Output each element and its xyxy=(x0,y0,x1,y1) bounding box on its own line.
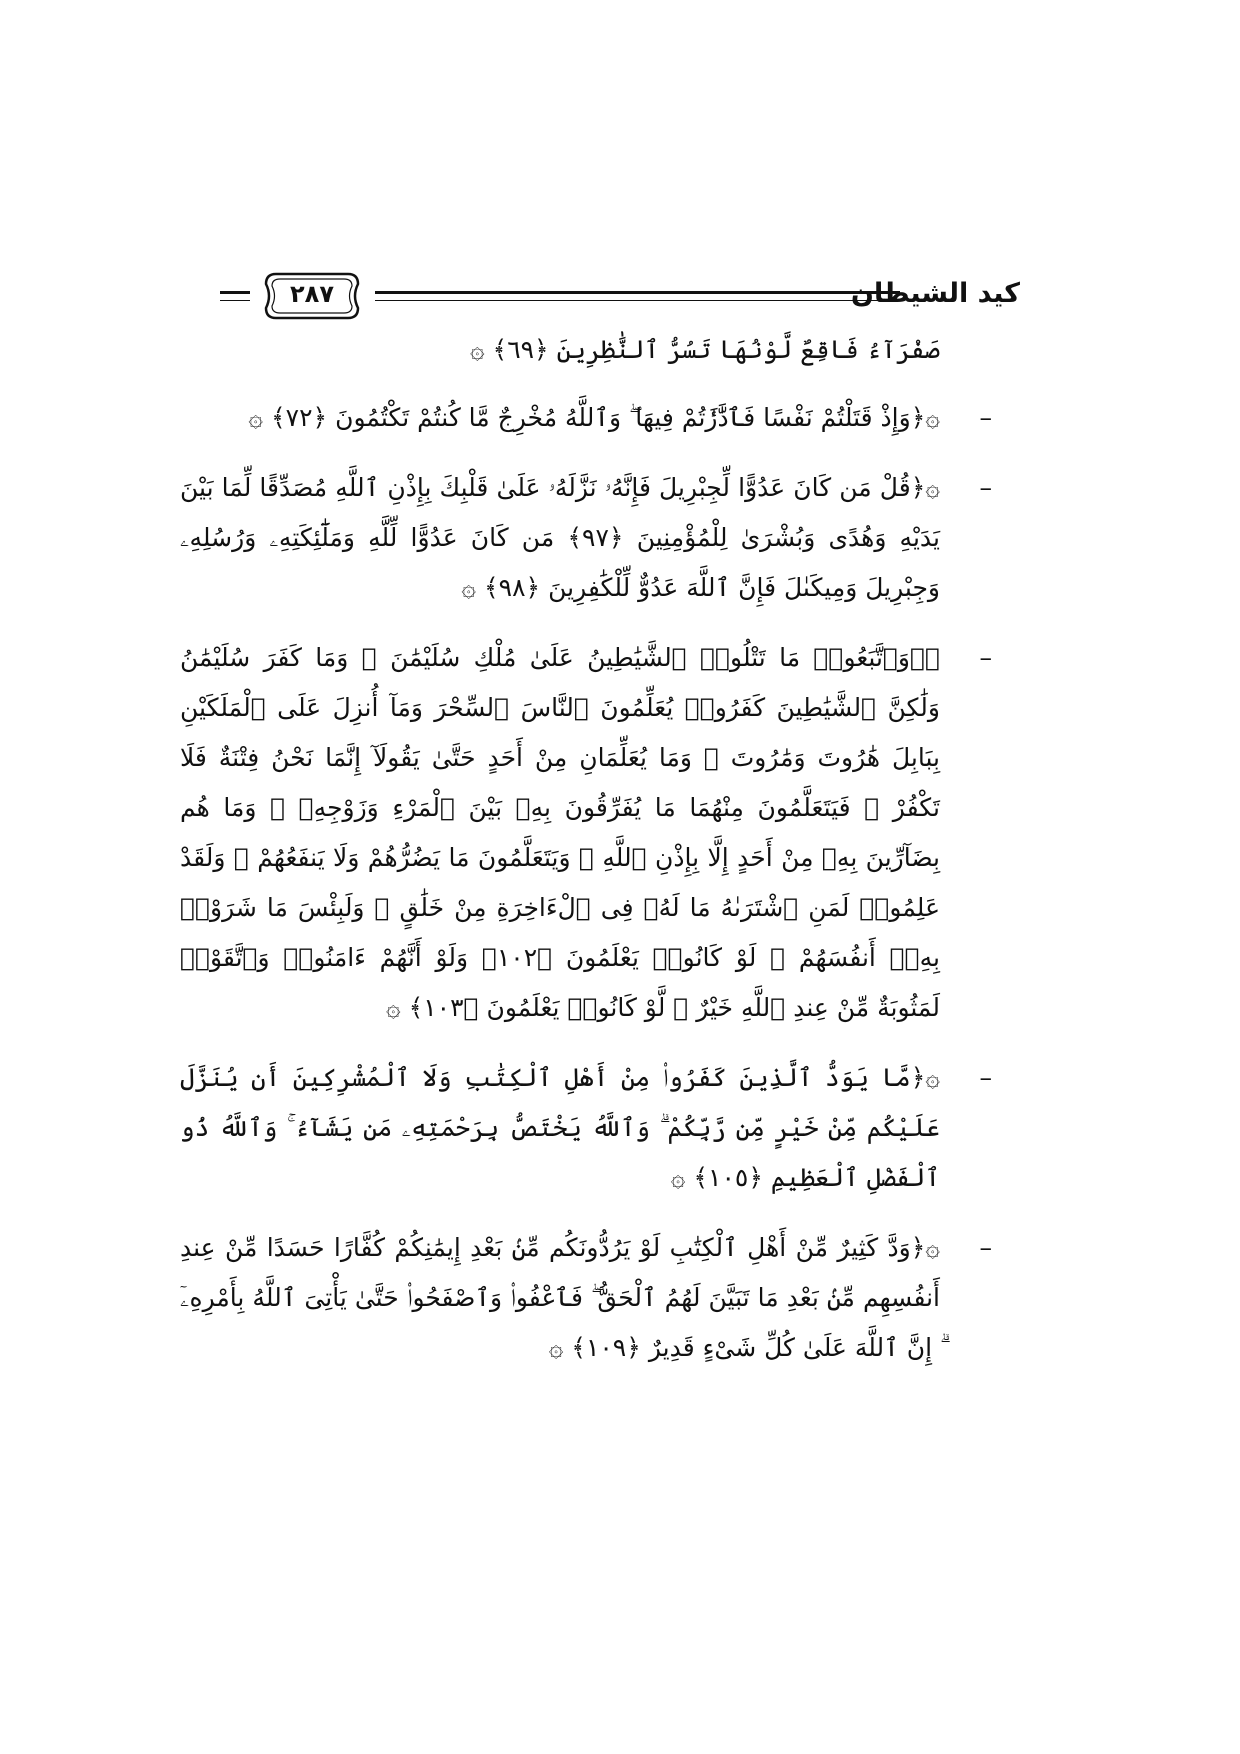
book-title: كيد الشيطان xyxy=(850,278,1020,309)
verse-continuation xyxy=(180,325,1000,375)
header-rule xyxy=(375,291,900,301)
verse-text: ۞﴿قُلْ مَن كَانَ عَدُوًّا لِّجِبْرِيلَ فَإِنَّهُۥ نَزَّلَهُۥ عَلَىٰ قَلْبِكَ بِإِذْنِ ٱللَّهِ مُصَدِّقًا لِّمَا بَيْنَ يَدَيْهِ وَهُدًى وَبُشْرَىٰ لِلْمُؤْمِنِينَ ﴿٩٧﴾ مَن كَانَ عَدُوًّا لِّلَّهِ وَمَلَٰٓئِكَتِهِۦ وَرُسُلِهِۦ وَجِبْرِيلَ وَمِيكَىٰلَ فَإِنَّ ٱللَّهَ عَدُوٌّ لِّلْكَٰفِرِينَ ﴿٩٨﴾ ۞ xyxy=(180,473,940,602)
verse-block xyxy=(180,1053,1000,1203)
page-number-frame xyxy=(262,270,362,322)
verse-text: ۞﴿وَدَّ كَثِيرٌ مِّنْ أَهْلِ ٱلْكِتَٰبِ لَوْ يَرُدُّونَكُم مِّنۢ بَعْدِ إِيمَٰنِكُمْ كُفَّارًا حَسَدًا مِّنْ عِندِ أَنفُسِهِم مِّنۢ بَعْدِ مَا تَبَيَّنَ لَهُمُ ٱلْحَقُّ ۖ فَٱعْفُوا۟ وَٱصْفَحُوا۟ حَتَّىٰ يَأْتِىَ ٱللَّهُ بِأَمْرِهِۦٓ ۗ إِنَّ ٱللَّهَ عَلَىٰ كُلِّ شَىْءٍ قَدِيرٌ ﴿١٠٩﴾ ۞ xyxy=(180,1233,940,1362)
list-dash: – xyxy=(979,1233,992,1262)
verse-block xyxy=(180,1223,1000,1373)
verse-block xyxy=(180,633,1000,1033)
verse-text: ۞﴿وَٱتَّبَعُوا۟ مَا تَتْلُوا۟ ٱلشَّيَٰطِينُ عَلَىٰ مُلْكِ سُلَيْمَٰنَ ۖ وَمَا كَفَرَ سُلَيْمَٰنُ وَلَٰكِنَّ ٱلشَّيَٰطِينَ كَفَرُوا۟ يُعَلِّمُونَ ٱلنَّاسَ ٱلسِّحْرَ وَمَآ أُنزِلَ عَلَى ٱلْمَلَكَيْنِ بِبَابِلَ هَٰرُوتَ وَمَٰرُوتَ ۚ وَمَا يُعَلِّمَانِ مِنْ أَحَدٍ حَتَّىٰ يَقُولَآ إِنَّمَا نَحْنُ فِتْنَةٌ فَلَا تَكْفُرْ ۖ فَيَتَعَلَّمُونَ مِنْهُمَا مَا يُفَرِّقُونَ بِهِۦ بَيْنَ ٱلْمَرْءِ وَزَوْجِهِۦ ۚ وَمَا هُم بِضَآرِّينَ بِهِۦ مِنْ أَحَدٍ إِلَّا بِإِذْنِ ٱللَّهِ ۚ وَيَتَعَلَّمُونَ مَا يَضُرُّهُمْ وَلَا يَنفَعُهُمْ ۚ وَلَقَدْ عَلِمُوا۟ لَمَنِ ٱشْتَرَىٰهُ مَا لَهُۥ فِى ٱلْءَاخِرَةِ مِنْ خَلَٰقٍ ۚ وَلَبِئْسَ مَا شَرَوْا۟ بِهِۦٓ أَنفُسَهُمْ ۚ لَوْ كَانُوا۟ يَعْلَمُونَ ﴿١٠٢﴾ وَلَوْ أَنَّهُمْ ءَامَنُوا۟ وَٱتَّقَوْا۟ لَمَثُوبَةٌ مِّنْ عِندِ ٱللَّهِ خَيْرٌ ۖ لَّوْ كَانُوا۟ يَعْلَمُونَ ﴿١٠٣﴾ ۞ xyxy=(180,643,940,1022)
page-body xyxy=(180,325,1000,1393)
list-dash: – xyxy=(979,473,992,502)
verse-text: صَفْرَآءُ فَاقِعٌ لَّوْنُهَا تَسُرُّ ٱلنَّٰظِرِينَ ﴿٦٩﴾ ۞ xyxy=(469,335,940,364)
verse-block xyxy=(180,463,1000,613)
page-header xyxy=(220,270,1020,330)
verse-text: ۞﴿مَّا يَوَدُّ ٱلَّذِينَ كَفَرُوا۟ مِنْ أَهْلِ ٱلْكِتَٰبِ وَلَا ٱلْمُشْرِكِينَ أَن يُنَزَّلَ عَلَيْكُم مِّنْ خَيْرٍ مِّن رَّبِّكُمْ ۗ وَٱللَّهُ يَخْتَصُّ بِرَحْمَتِهِۦ مَن يَشَآءُ ۚ وَٱللَّهُ ذُو ٱلْفَضْلِ ٱلْعَظِيمِ ﴿١٠٥﴾ ۞ xyxy=(180,1063,940,1192)
list-dash: – xyxy=(979,643,992,672)
verse-block xyxy=(180,393,1000,443)
list-dash: – xyxy=(979,403,992,432)
page-number: ٢٨٧ xyxy=(290,280,334,308)
header-rule-short xyxy=(220,291,250,301)
list-dash: – xyxy=(979,1063,992,1092)
verse-text: ۞﴿وَإِذْ قَتَلْتُمْ نَفْسًا فَٱدَّٰرَٰٔتُمْ فِيهَا ۖ وَٱللَّهُ مُخْرِجٌ مَّا كُنتُمْ تَكْتُمُونَ ﴿٧٢﴾ ۞ xyxy=(248,403,940,432)
